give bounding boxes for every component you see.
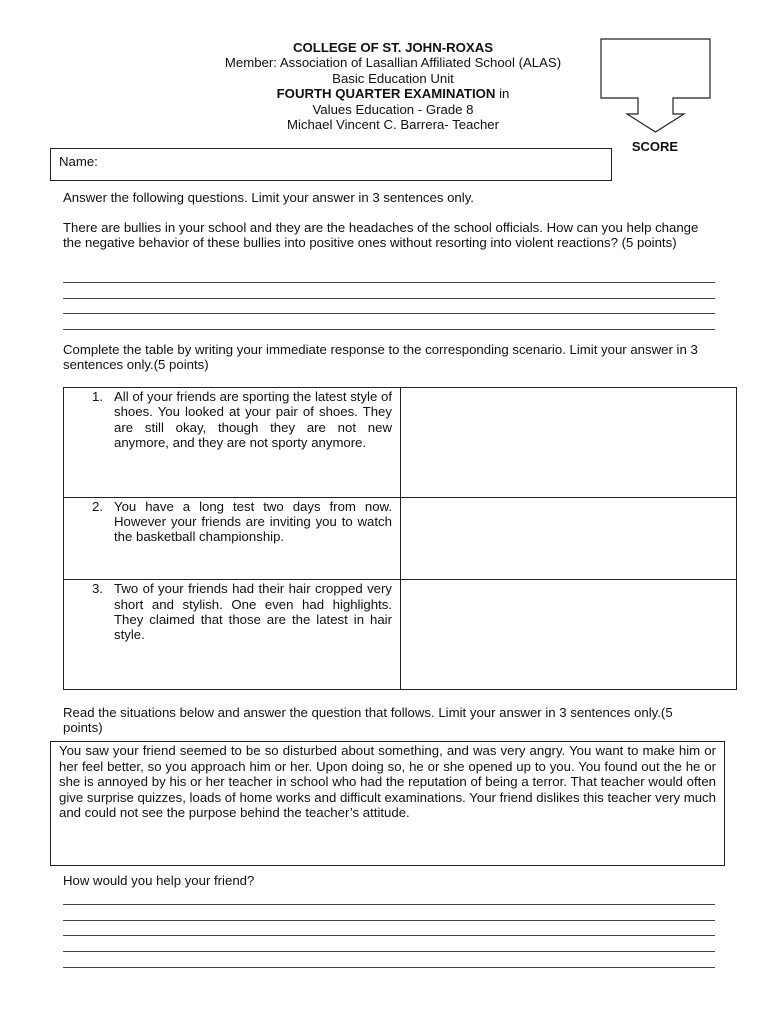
section1-question: There are bullies in your school and they are the headaches of the school officials. How can you help change the negative behavior of these bullies into positive ones without resorting into violent reactions? (5 points) xyxy=(63,220,699,251)
response-cell[interactable] xyxy=(401,580,737,690)
answer-line[interactable] xyxy=(63,283,715,299)
section3-instruction: Read the situations below and answer the question that follows. Limit your answer in 3 sentences only.(5 points) xyxy=(63,705,673,736)
answer-line[interactable] xyxy=(63,267,715,283)
scenario-cell xyxy=(64,580,401,690)
answer-line[interactable] xyxy=(63,889,715,905)
membership-line: Member: Association of Lasallian Affiliated School (ALAS) xyxy=(224,55,562,71)
answer-line[interactable] xyxy=(63,952,715,968)
score-box xyxy=(600,38,712,134)
scenario-number: 3. xyxy=(92,581,103,597)
table-row xyxy=(64,388,737,498)
exam-title-suffix: in xyxy=(495,86,510,102)
answer-line[interactable] xyxy=(63,921,715,937)
answer-line[interactable] xyxy=(63,905,715,921)
table-row xyxy=(64,497,737,580)
table-row xyxy=(64,580,737,690)
scenario-table xyxy=(63,387,737,690)
scenario-text: Two of your friends had their hair cropped very short and stylish. One even had highlights. They claimed that those are the latest in hair style. xyxy=(114,581,392,643)
document-header xyxy=(150,40,636,132)
scenario-cell xyxy=(64,388,401,498)
situation-text: You saw your friend seemed to be so disturbed about something, and was very angry. You want to make him or her feel better, so you approach him or her. Upon doing so, he or she opened up to you. You found out the he or she is annoyed by his or her teacher in school who had the reputation of being a terror. That teacher would often give surprise quizzes, loads of home works and difficult examinations. Your friend dislikes this teacher very much and could not see the purpose behind the teacher’s attitude. xyxy=(59,743,716,820)
section1-instruction: Answer the following questions. Limit your answer in 3 sentences only. xyxy=(63,190,474,205)
answer-line[interactable] xyxy=(63,299,715,315)
answer-line[interactable] xyxy=(63,314,715,330)
scenario-cell xyxy=(64,497,401,580)
subject-line: Values Education - Grade 8 xyxy=(312,101,474,117)
teacher-line: Michael Vincent C. Barrera- Teacher xyxy=(286,117,500,133)
scenario-text: All of your friends are sporting the latest style of shoes. You looked at your pair of shoes. They are still okay, though they are not new anymore, and they are not sporty anymore. xyxy=(114,389,392,450)
unit-line: Basic Education Unit xyxy=(332,70,454,86)
scenario-text: You have a long test two days from now. However your friends are inviting you to watch the basketball championship. xyxy=(114,498,392,545)
exam-title: FOURTH QUARTER EXAMINATION xyxy=(276,86,496,102)
situation-box xyxy=(50,741,725,866)
answer-line[interactable] xyxy=(63,936,715,952)
score-arrow-icon xyxy=(600,38,712,134)
section2-instruction: Complete the table by writing your immediate response to the corresponding scenario. Limit your answer in 3 sentences only.(5 points) xyxy=(63,342,698,373)
scenario-number: 2. xyxy=(92,498,103,514)
score-label: SCORE xyxy=(631,139,679,154)
response-cell[interactable] xyxy=(401,388,737,498)
name-field[interactable] xyxy=(50,148,612,181)
response-cell[interactable] xyxy=(401,497,737,580)
section3-answer-lines[interactable] xyxy=(63,889,715,968)
section1-answer-lines[interactable] xyxy=(63,267,715,330)
name-label: Name: xyxy=(59,154,98,169)
exam-title-line xyxy=(150,86,636,101)
scenario-number: 1. xyxy=(92,389,103,404)
school-name: COLLEGE OF ST. JOHN-ROXAS xyxy=(292,40,494,55)
section3-question: How would you help your friend? xyxy=(63,873,255,888)
